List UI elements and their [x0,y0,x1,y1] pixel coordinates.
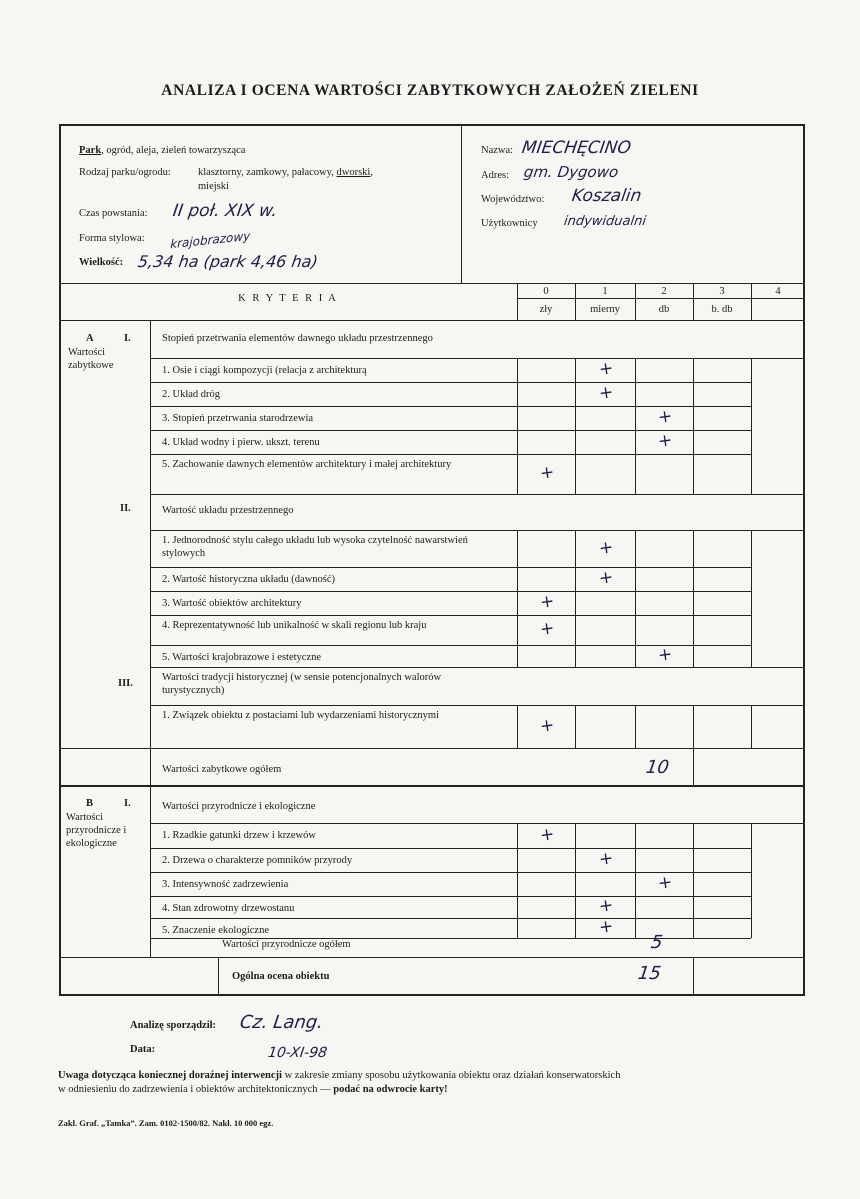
a-total-value: 10 [644,757,671,778]
section-a-label: Wartości zabytkowe [68,347,114,371]
a2-item-label: 3. Wartość obiektów architektury [162,598,302,609]
a2-item-label: 5. Wartości krajobrazowe i estetyczne [162,652,322,663]
a-total-label: Wartości zabytkowe ogółem [162,764,282,775]
overall-value: 15 [636,963,663,984]
a2-item-label: 1. Jednorodność stylu całego układu lub wysoka czytelność nawarstwień stylowych [162,535,468,559]
printer-note: Zakł. Graf. „Tamka”. Zam. 0102-1500/82. Nakł. 10 000 egz. [58,1118,274,1128]
score-1: 1 [602,286,608,297]
rodzaj-label: Rodzaj parku/ogrodu: [79,167,171,178]
section-b-label: Wartości przyrodnicze i ekologiczne [66,812,127,849]
score-0: 0 [543,286,549,297]
czas-value: II poł. XIX w. [171,201,279,221]
score-1-desc: mierny [590,304,620,315]
score-mark: + [656,872,674,894]
uzytkownicy-value: indywidualni [562,214,648,229]
adres-value: gm. Dygowo [522,163,620,181]
score-mark: + [656,644,674,666]
score-3-desc: b. db [711,304,733,315]
b-total-label: Wartości przyrodnicze ogółem [222,939,351,950]
sporzadzil-label: Analizę sporządził: [130,1020,217,1031]
score-mark: + [656,430,674,452]
b-item-label: 5. Znaczenie ekologiczne [162,925,269,936]
score-mark: + [538,714,556,737]
score-mark: + [597,567,615,589]
nazwa-value: MIECHĘCINO [520,138,633,158]
score-mark: + [656,406,674,428]
section-a-roman: I. [124,333,131,344]
a1-item-label: 1. Osie i ciągi kompozycji (relacja z architekturą [162,365,367,376]
a3-title: Wartości tradycji historycznej (w sensie potencjonalnych walorów turystycznych) [162,672,442,696]
wojewodztwo-value: Koszalin [570,186,643,206]
rodzaj-options: klasztorny, zamkowy, pałacowy, dworski, [198,167,373,178]
score-2: 2 [661,286,667,297]
score-3: 3 [719,286,725,297]
score-mark: + [597,358,615,380]
score-mark: + [597,895,615,917]
b-item-label: 3. Intensywność zadrzewienia [162,879,289,890]
page-title: ANALIZA I OCENA WARTOŚCI ZABYTKOWYCH ZAŁOŻEŃ ZIELENI [161,82,699,99]
wielkosc-value: 5,34 ha (park 4,46 ha) [136,252,320,271]
uwaga-line-2: w odniesieniu do zadrzewienia i obiektów architektonicznych — podać na odwrocie karty! [58,1084,448,1095]
b-item-label: 2. Drzewa o charakterze pomników przyrody [162,855,353,866]
score-mark: + [538,462,556,484]
score-mark: + [597,382,615,404]
a2-title: Wartość układu przestrzennego [162,505,294,516]
score-4: 4 [775,286,781,297]
a1-item-label: 3. Stopień przetrwania starodrzewia [162,413,314,424]
uzytkownicy-label: Użytkownicy [481,218,538,229]
score-mark: + [597,536,615,559]
b-total-value: 5 [649,932,664,953]
score-mark: + [597,848,615,870]
rodzaj-options-b: miejski [198,181,229,192]
wielkosc-label: Wielkość: [79,257,124,268]
forma-value: krajobrazowy [169,228,251,252]
section-a-letter: A [86,333,94,344]
czas-label: Czas powstania: [79,208,148,219]
wojewodztwo-label: Województwo: [481,194,545,205]
a2-item-label: 2. Wartość historyczna układu (dawność) [162,574,336,585]
a2-item-label: 4. Reprezentatywność lub unikalność w skali regionu lub kraju [162,620,427,631]
score-mark: + [538,823,556,846]
data-label: Data: [130,1044,156,1055]
b-item-label: 4. Stan zdrowotny drzewostanu [162,903,295,914]
a1-item-label: 2. Układ dróg [162,389,221,400]
b-title: Wartości przyrodnicze i ekologiczne [162,801,316,812]
uwaga-line-1: Uwaga dotycząca koniecznej doraźnej interwencji w zakresie zmiany sposobu użytkowania obiektu oraz działań konserwatorskich [58,1070,621,1081]
a1-item-label: 5. Zachowanie dawnych elementów architektury i małej architektury [162,459,452,470]
section-b-letter: B [86,798,94,809]
a1-item-label: 4. Układ wodny i pierw. ukszt. terenu [162,437,320,448]
score-mark: + [597,916,615,938]
a3-item-label: 1. Związek obiektu z postaciami lub wydarzeniami historycznymi [162,710,439,721]
section-a-iii: III. [118,678,133,689]
score-0-desc: zły [539,304,553,315]
data-value: 10-XI-98 [266,1045,329,1061]
overall-label: Ogólna ocena obiektu [232,971,330,982]
signature: Cz. Lang. [238,1012,325,1033]
kryteria-header: K R Y T E R I A [238,293,338,304]
section-b-roman: I. [124,798,131,809]
a1-title: Stopień przetrwania elementów dawnego układu przestrzennego [162,333,433,344]
section-a-ii: II. [120,503,131,514]
adres-label: Adres: [481,170,509,181]
forma-label: Forma stylowa: [79,233,145,244]
score-mark: + [538,618,556,640]
nazwa-label: Nazwa: [481,145,514,156]
score-mark: + [538,591,556,613]
park-type-line: Park, ogród, aleja, zieleń towarzysząca [79,145,246,156]
b-item-label: 1. Rzadkie gatunki drzew i krzewów [162,830,316,841]
score-2-desc: db [658,304,670,315]
